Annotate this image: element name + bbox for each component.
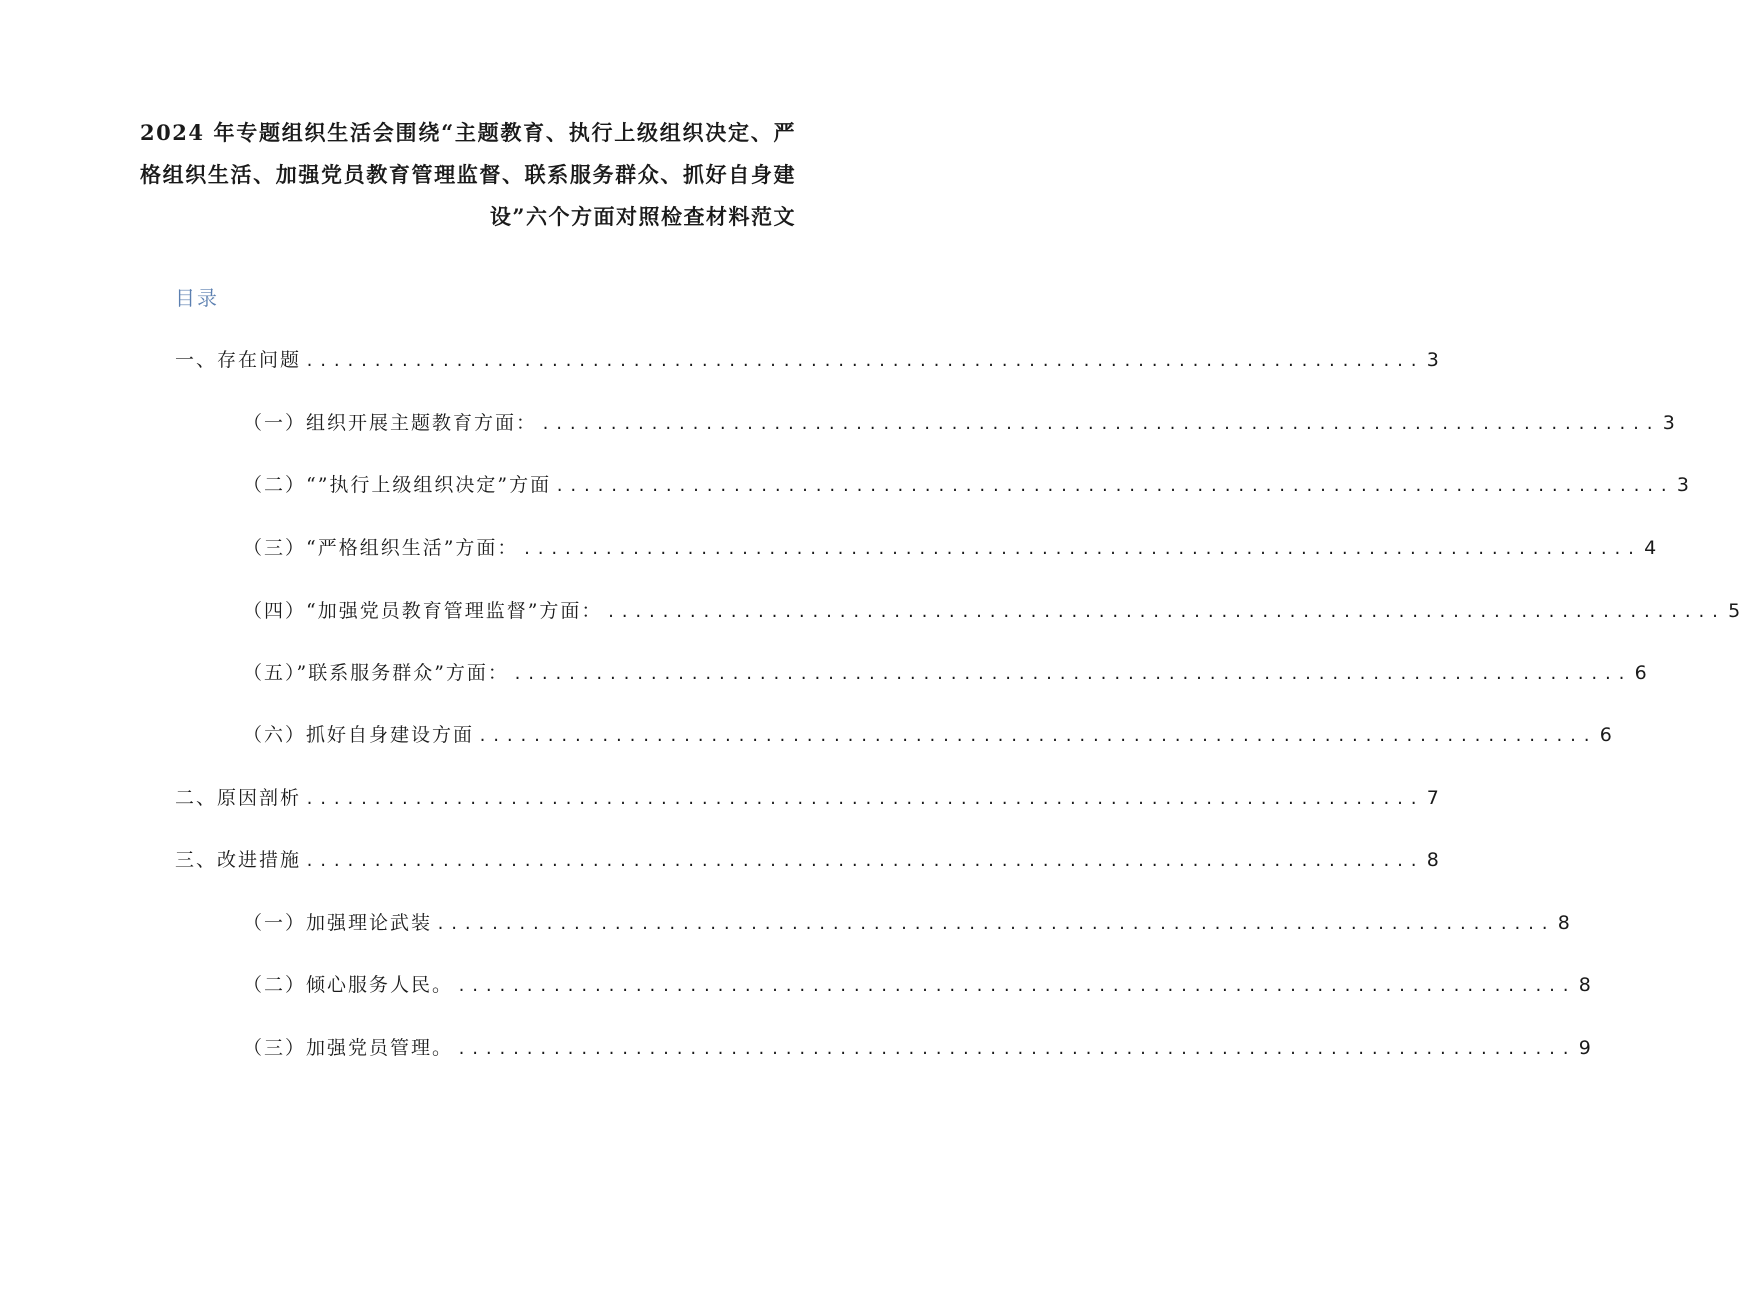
toc-page-number: 3 bbox=[1676, 474, 1689, 496]
toc-entry-text: （一）加强理论武装 bbox=[243, 912, 433, 934]
toc-entry[interactable] bbox=[243, 658, 1647, 688]
toc-entry-text: （二）“”执行上级组织决定”方面 bbox=[243, 474, 552, 496]
toc-page-number: 8 bbox=[1426, 849, 1439, 871]
toc-leader-dots: .................................................................................. bbox=[305, 790, 1423, 808]
toc-leader-dots: .................................................................................. bbox=[555, 477, 1673, 495]
toc-entry[interactable] bbox=[175, 783, 1439, 813]
toc-leader-dots: .................................................................................. bbox=[305, 852, 1423, 870]
toc-page-number: 8 bbox=[1578, 974, 1591, 996]
toc-entry-text: （三）“严格组织生活”方面： bbox=[243, 537, 519, 559]
toc-entry[interactable] bbox=[243, 408, 1675, 438]
toc-entry-text: （五）”联系服务群众”方面： bbox=[243, 662, 509, 684]
toc-page-number: 5 bbox=[1728, 600, 1740, 622]
toc-page-number: 4 bbox=[1644, 537, 1657, 559]
toc-entry-text: 二、原因剖析 bbox=[175, 787, 302, 809]
toc-heading[interactable]: 目录 bbox=[175, 286, 219, 310]
document-title: 2024 年专题组织生活会围绕“主题教育、执行上级组织决定、严格组织生活、加强党员教育管理监督、联系服务群众、抓好自身建设”六个方面对照检查材料范文 bbox=[140, 120, 796, 229]
toc-entry-text: （二）倾心服务人民。 bbox=[243, 974, 454, 996]
toc-leader-dots: .................................................................................. bbox=[305, 352, 1423, 370]
toc-leader-dots: .................................................................................. bbox=[512, 665, 1631, 683]
toc-entry[interactable] bbox=[243, 970, 1591, 1000]
toc-leader-dots: .................................................................................. bbox=[541, 415, 1659, 433]
toc-page-number: 8 bbox=[1557, 912, 1570, 934]
toc-entry[interactable] bbox=[243, 908, 1570, 938]
toc-page-number: 6 bbox=[1599, 724, 1612, 746]
toc-entry[interactable] bbox=[243, 596, 1740, 626]
toc-leader-dots: .................................................................................. bbox=[457, 977, 1575, 995]
toc-page-number: 3 bbox=[1662, 412, 1675, 434]
toc-entry-text: 一、存在问题 bbox=[175, 349, 302, 371]
toc-page-number: 3 bbox=[1426, 349, 1439, 371]
toc-entry[interactable] bbox=[243, 720, 1612, 750]
toc-leader-dots: .................................................................................. bbox=[606, 603, 1725, 621]
toc-page-number: 7 bbox=[1426, 787, 1439, 809]
toc-leader-dots: .................................................................................. bbox=[436, 915, 1554, 933]
toc-entry[interactable] bbox=[243, 1033, 1591, 1063]
toc-leader-dots: .................................................................................. bbox=[457, 1040, 1575, 1058]
toc-entry-text: （六）抓好自身建设方面 bbox=[243, 724, 475, 746]
toc-entry[interactable] bbox=[175, 345, 1439, 375]
toc-page-number: 6 bbox=[1634, 662, 1647, 684]
toc-entry-text: （三）加强党员管理。 bbox=[243, 1037, 454, 1059]
toc-entry-text: （一）组织开展主题教育方面： bbox=[243, 412, 538, 434]
toc-leader-dots: .................................................................................. bbox=[522, 540, 1641, 558]
toc-entry-text: 三、改进措施 bbox=[175, 849, 302, 871]
toc-page-number: 9 bbox=[1578, 1037, 1591, 1059]
toc-entry[interactable] bbox=[243, 533, 1657, 563]
toc-entry-text: （四）“加强党员教育管理监督”方面： bbox=[243, 600, 603, 622]
toc-entry[interactable] bbox=[243, 470, 1689, 500]
toc-entry[interactable] bbox=[175, 845, 1439, 875]
toc-leader-dots: .................................................................................. bbox=[478, 727, 1596, 745]
